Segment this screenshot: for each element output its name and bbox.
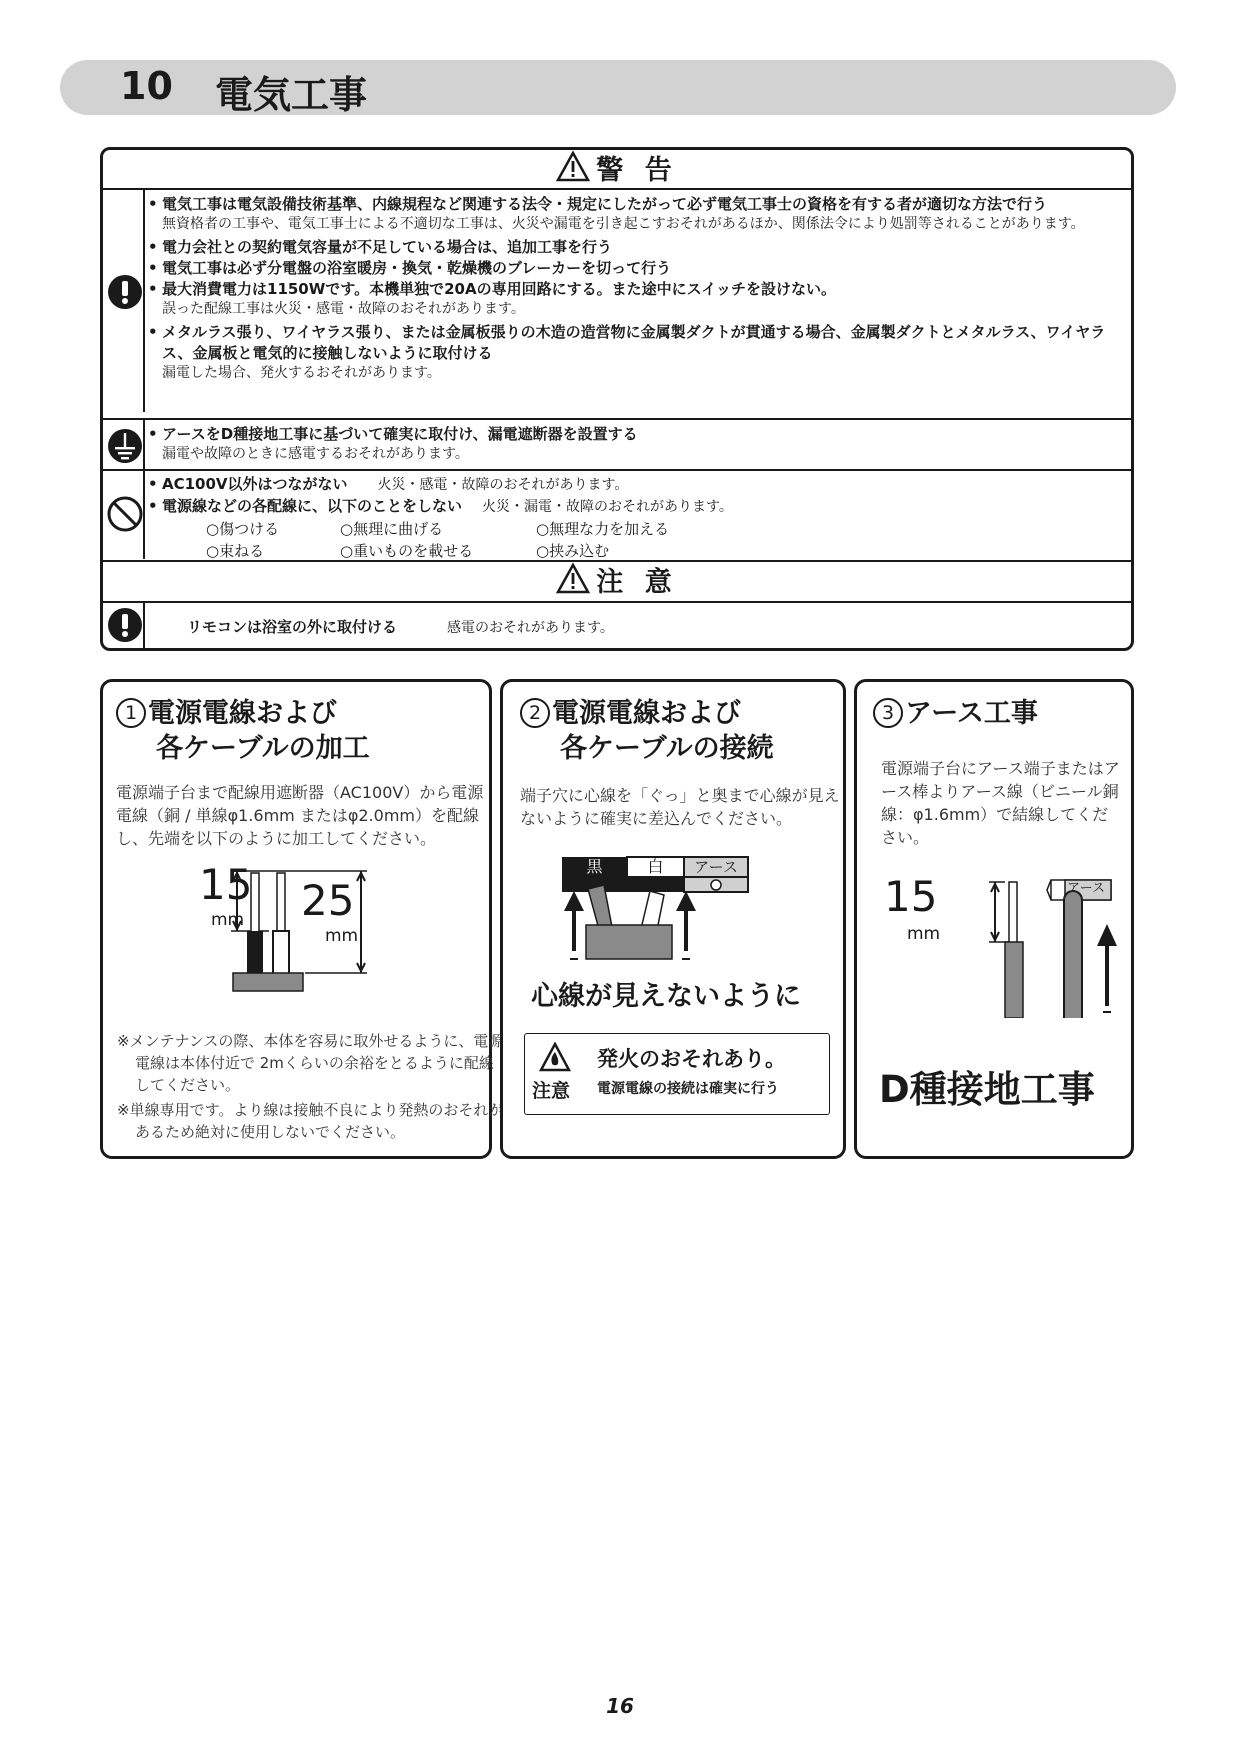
- fire-caution-box: [524, 1033, 830, 1115]
- caution-item-note: 感電のおそれがあります。: [447, 620, 614, 636]
- panel2-number: 2: [520, 698, 550, 728]
- earth-dim-15: [884, 872, 938, 926]
- earth-wire-diagram: [947, 878, 1123, 1018]
- section-title: 電気工事: [215, 73, 368, 117]
- prohibited-action: ○束ねる: [206, 542, 265, 560]
- panel3-caption: D種接地工事: [879, 1068, 1095, 1111]
- panel2-title: [520, 696, 774, 766]
- warning-item: • 最大消費電力は1150Wです。本機単独で20Aの専用回路にする。また途中にスイッチを設けない。: [148, 279, 1123, 300]
- panel-cable-processing: [100, 679, 504, 1159]
- warning-item-note: 誤った配線工事は火災・感電・故障のおそれがあります。: [162, 301, 525, 317]
- warning-item-note: 火災・漏電・故障のおそれがあります。: [482, 499, 733, 515]
- warning-item: • 電気工事は必ず分電盤の浴室暖房・換気・乾燥機のブレーカーを切って行う: [148, 258, 1123, 279]
- panel3-title-text: アース工事: [905, 698, 1038, 729]
- warning-triangle-icon: [556, 150, 590, 184]
- earth-dim-15-value: 15: [884, 872, 938, 921]
- caution-heading-text: 注 意: [596, 567, 678, 598]
- earth-dim-15-unit: mm: [907, 924, 941, 944]
- panel2-title-line2: 各ケーブルの接続: [560, 733, 774, 764]
- prohibited-action: ○挟み込む: [536, 542, 610, 560]
- warning-item-note: 火災・感電・故障のおそれがあります。: [377, 477, 629, 493]
- warning-item: 電源線などの各配線に、以下のことをしない: [162, 497, 463, 515]
- prohibited-action: ○無理な力を加える: [536, 520, 670, 538]
- terminal-black-label: 黒: [586, 857, 603, 876]
- panel3-instructions: 電源端子台にアース端子またはアース棒よりアース線（ビニール銅線：φ1.6mm）で結線してください。: [881, 759, 1120, 847]
- section-header: [60, 60, 1176, 115]
- warning-box: [100, 147, 1134, 651]
- mandatory-exclamation-icon: [107, 274, 143, 310]
- fire-caution-title: 発火のおそれあり。: [597, 1047, 786, 1071]
- mandatory-list: [148, 194, 1123, 386]
- panel1-instructions: 電源端子台まで配線用遮断器（AC100V）から電源電線（銅 / 単線φ1.6mm またはφ2.0mm）を配線し、先端を以下のように加工してください。: [116, 783, 484, 848]
- warning-item: • メタルラス張り、ワイヤラス張り、または金属板張りの木造の造営物に金属製ダクトが貫通する場合、金属製ダクトとメタルラス、ワイヤラス、金属板と電気的に接触しないように取付ける: [148, 322, 1123, 364]
- dim-15-unit: mm: [211, 910, 245, 930]
- warning-item: • 電力会社との契約電気容量が不足している場合は、追加工事を行う: [148, 237, 1123, 258]
- warning-item: • アースをD種接地工事に基づいて確実に取付け、漏電遮断器を設置する: [148, 424, 1123, 445]
- caution-exclamation-icon: [107, 607, 143, 643]
- fire-caution-body: 電源電線の接続は確実に行う: [597, 1081, 779, 1097]
- prohibited-section: [148, 474, 1123, 562]
- panel2-caption: 心線が見えないように: [531, 981, 801, 1012]
- earth-section: [148, 424, 1123, 467]
- caution-triangle-icon: [556, 562, 590, 596]
- dim-25-value: 25: [301, 876, 355, 925]
- prohibited-actions: [148, 518, 1123, 562]
- panel1-number: 1: [116, 698, 146, 728]
- fire-warning-icon: [539, 1042, 571, 1072]
- warning-item-note: 漏電や故障のときに感電するおそれがあります。: [162, 446, 469, 462]
- earth-ground-icon: [107, 428, 143, 464]
- warning-item: • 電気工事は電気設備技術基準、内線規程など関連する法令・規定にしたがって必ず電気工事士の資格を有する者が適切な方法で行う: [148, 194, 1123, 215]
- section-number: 10: [120, 64, 173, 108]
- warning-item-note: 漏電した場合、発火するおそれがあります。: [162, 365, 441, 381]
- panel3-number: 3: [873, 698, 903, 728]
- warning-heading-text: 警 告: [596, 155, 678, 186]
- caution-label: 注意: [532, 1080, 571, 1102]
- dim-15: [199, 860, 253, 914]
- panel1-note1: ※メンテナンスの際、本体を容易に取外せるように、電源電線は本体付近で 2mくらいの余裕をとるように配線してください。: [117, 1032, 504, 1094]
- earth-terminal-label: アース: [1067, 881, 1105, 896]
- dim-25: [301, 876, 355, 930]
- panel2-instructions: 端子穴に心線を「ぐっ」と奥まで心線が見えないように確実に差込んでください。: [520, 786, 840, 828]
- warning-heading: [103, 150, 1131, 188]
- panel1-title-line2: 各ケーブルの加工: [156, 733, 370, 764]
- prohibited-action: ○無理に曲げる: [340, 520, 444, 538]
- prohibited-action: ○傷つける: [206, 520, 280, 538]
- panel1-title-line1: 電源電線および: [148, 698, 337, 729]
- page-number: 16: [606, 1694, 634, 1718]
- caution-item: リモコンは浴室の外に取付ける: [187, 618, 398, 636]
- dim-25-unit: mm: [325, 926, 359, 946]
- terminal-white-label: 白: [647, 857, 664, 876]
- prohibited-action: ○重いものを載せる: [340, 542, 474, 560]
- dim-15-value: 15: [199, 860, 253, 909]
- panel2-title-line1: 電源電線および: [552, 698, 741, 729]
- panel1-title: [116, 696, 370, 766]
- warning-item: AC100V以外はつながない: [162, 475, 348, 493]
- panel1-note2: ※単線専用です。より線は接触不良により発熱のおそれがあるため絶対に使用しないでください。: [117, 1101, 504, 1141]
- caution-heading: [103, 562, 1131, 600]
- panel-cable-connection: [500, 679, 846, 1159]
- prohibited-icon: [106, 495, 144, 533]
- caution-section: [187, 616, 1123, 637]
- warning-item-note: 無資格者の工事や、電気工事士による不適切な工事は、火災や漏電を引き起こすおそれがあるほか、関係法令により処罰等されることがあります。: [162, 216, 1085, 232]
- terminal-earth-label: アース: [694, 858, 738, 876]
- panel3-title: [873, 696, 1038, 731]
- panel-earth-work: [854, 679, 1134, 1159]
